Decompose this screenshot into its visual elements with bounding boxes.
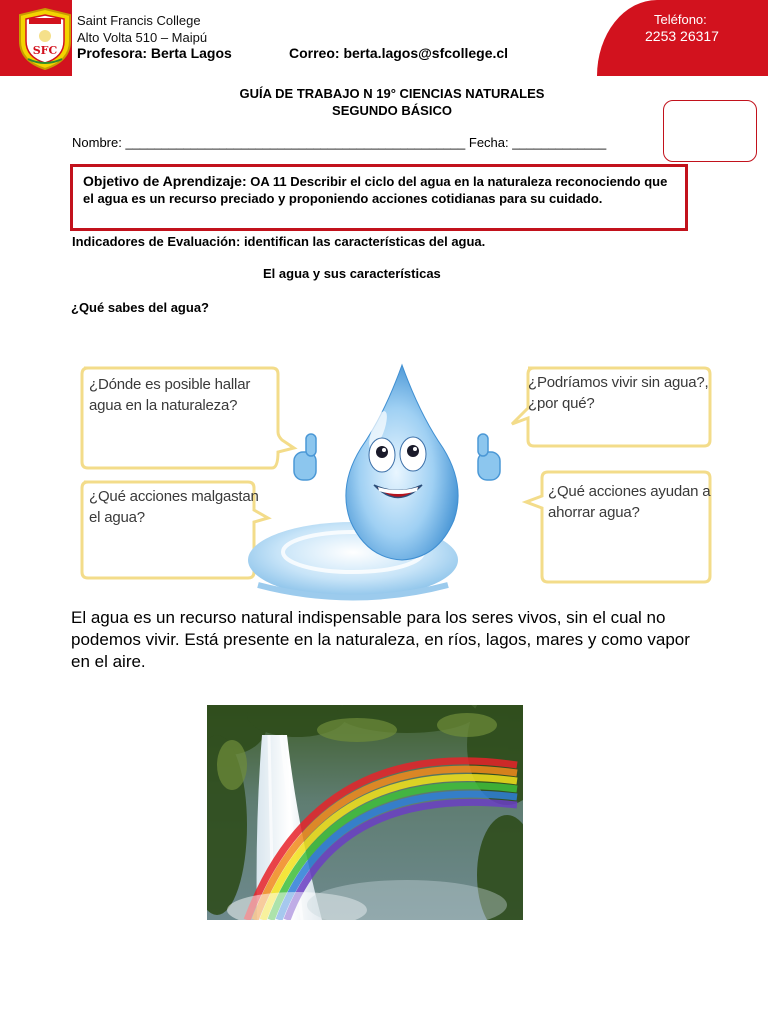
teacher-email: Correo: berta.lagos@sfcollege.cl xyxy=(289,45,509,61)
question-heading: ¿Qué sabes del agua? xyxy=(71,300,209,315)
phone-number: 2253 26317 xyxy=(645,28,719,44)
section-title: El agua y sus características xyxy=(263,266,441,281)
objective-box xyxy=(70,164,688,231)
worksheet-title: GUÍA DE TRABAJO N 19° CIENCIAS NATURALES xyxy=(239,86,545,101)
water-description-paragraph: El agua es un recurso natural indispensable para los seres vivos, sin el cual no podemos vivir. Está presente en la naturaleza, en ríos, lagos, mares y como vapor en el aire. xyxy=(71,608,690,671)
worksheet-subtitle: SEGUNDO BÁSICO xyxy=(332,103,452,118)
school-name: Saint Francis College xyxy=(77,13,201,28)
school-logo xyxy=(16,7,74,71)
name-date-line: Nombre: _______________________________________________ Fecha: _____________ xyxy=(72,135,607,150)
school-address: Alto Volta 510 – Maipú xyxy=(77,30,208,45)
objective-text: OA 11 Describir el ciclo del agua en la naturaleza reconociendo que el agua es un recurso preciado y proponiendo acciones cotidianas para su cuidado. xyxy=(83,174,668,206)
bubble-question-where-water: ¿Dónde es posible hallar agua en la naturaleza? xyxy=(89,376,251,414)
teacher-name: Profesora: Berta Lagos xyxy=(77,45,232,61)
objective-label: Objetivo de Aprendizaje: xyxy=(83,173,247,189)
evaluation-indicators: Indicadores de Evaluación: identifican las características del agua. xyxy=(72,234,486,249)
bubble-question-waste-water: ¿Qué acciones malgastan el agua? xyxy=(89,488,259,526)
svg-text:SFC: SFC xyxy=(32,44,58,57)
waterfall-rainbow-photo xyxy=(207,705,523,920)
bubble-question-save-water: ¿Qué acciones ayudan a ahorrar agua? xyxy=(548,483,711,521)
phone-label: Teléfono: xyxy=(654,12,707,27)
grade-box xyxy=(663,100,757,162)
bubble-question-live-without-water: ¿Podríamos vivir sin agua?, ¿por qué? xyxy=(528,374,709,412)
